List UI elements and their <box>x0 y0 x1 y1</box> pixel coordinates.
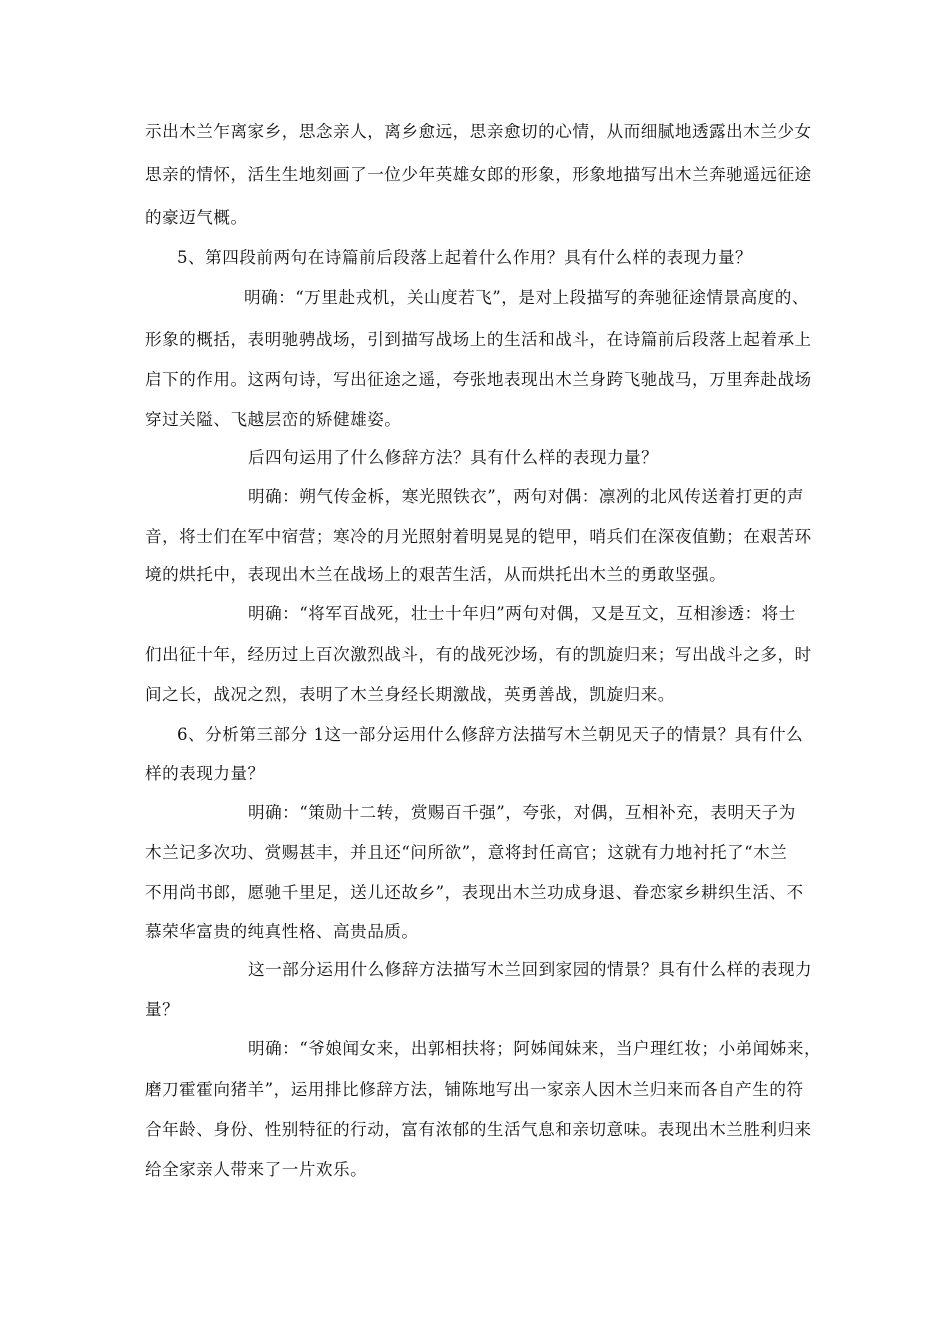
sub-question: 这一部分运用什么修辞方法描写木兰回到家园的情景？具有什么样的表现力 <box>248 960 813 979</box>
sub-question: 后四句运用了什么修辞方法？具有什么样的表现力量？ <box>248 448 659 467</box>
answer-line: 明确：“爷娘闻女来，出郭相扶将；阿姊闻妹来，当户理红妆；小弟闻姊来， <box>248 1039 822 1058</box>
text-line: 示出木兰乍离家乡，思念亲人，离乡愈远，思亲愈切的心情，从而细腻地透露出木兰少女 <box>145 122 812 141</box>
text-line: 境的烘托中，表现出木兰在战场上的艰苦生活，从而烘托出木兰的勇敢坚强。 <box>145 565 727 584</box>
answer-line: 明确：“将军百战死，壮士十年归”两句对偶，又是互文，互相渗透：将士 <box>248 604 796 623</box>
answer-line: 明确：“策勋十二转，赏赐百千强”，夸张，对偶，互相补充，表明天子为 <box>248 803 796 822</box>
text-line: 启下的作用。这两句诗，写出征途之遥，夸张地表现出木兰身跨飞驰战马，万里奔赴战场 <box>145 370 812 389</box>
question-6-heading: 6、分析第三部分 1这一部分运用什么修辞方法描写木兰朝见天子的情景？具有什么 <box>177 725 804 744</box>
text-line: 穿过关隘、飞越层峦的矫健雄姿。 <box>145 410 402 429</box>
text-line: 思亲的情怀，活生生地刻画了一位少年英雄女郎的形象，形象地描写出木兰奔驰遥远征途 <box>145 165 812 184</box>
answer-line: 明确：朔气传金柝，寒光照铁衣”，两句对偶：凛冽的北风传送着打更的声 <box>248 487 804 506</box>
question-5-heading: 5、第四段前两句在诗篇前后段落上起着什么作用？具有什么样的表现力量？ <box>177 248 753 267</box>
text-line: 不用尚书郎，愿驰千里足，送儿还故乡”，表现出木兰功成身退、眷恋家乡耕织生活、不 <box>145 883 804 902</box>
answer-line: 明确：“万里赴戎机，关山度若飞”，是对上段描写的奔驰征途情景高度的、 <box>244 288 809 307</box>
text-line: 音，将士们在军中宿营；寒冷的月光照射着明晃晃的铠甲，哨兵们在深夜值勤；在艰苦环 <box>145 527 812 546</box>
text-line: 的豪迈气概。 <box>145 208 248 227</box>
text-line: 间之长，战况之烈，表明了木兰身经长期激战，英勇善战，凯旋归来。 <box>145 685 675 704</box>
text-line: 木兰记多次功、赏赐甚丰，并且还“问所欲”，意将封任高官；这就有力地衬托了“木兰 <box>145 843 788 862</box>
text-line: 慕荣华富贵的纯真性格、高贵品质。 <box>145 922 419 941</box>
text-line: 合年龄、身份、性别特征的行动，富有浓郁的生活气息和亲切意味。表现出木兰胜利归来 <box>145 1120 812 1139</box>
text-line: 形象的概括，表明驰骋战场，引到描写战场上的生活和战斗，在诗篇前后段落上起着承上 <box>145 330 812 349</box>
text-line: 给全家亲人带来了一片欢乐。 <box>145 1160 368 1179</box>
text-line: 磨刀霍霍向猪羊”，运用排比修辞方法，铺陈地写出一家亲人因木兰归来而各自产生的符 <box>145 1080 804 1099</box>
text-line: 量？ <box>145 1000 180 1019</box>
text-line: 们出征十年，经历过上百次激烈战斗，有的战死沙场，有的凯旋归来；写出战斗之多，时 <box>145 645 812 664</box>
text-line: 样的表现力量？ <box>145 764 265 783</box>
